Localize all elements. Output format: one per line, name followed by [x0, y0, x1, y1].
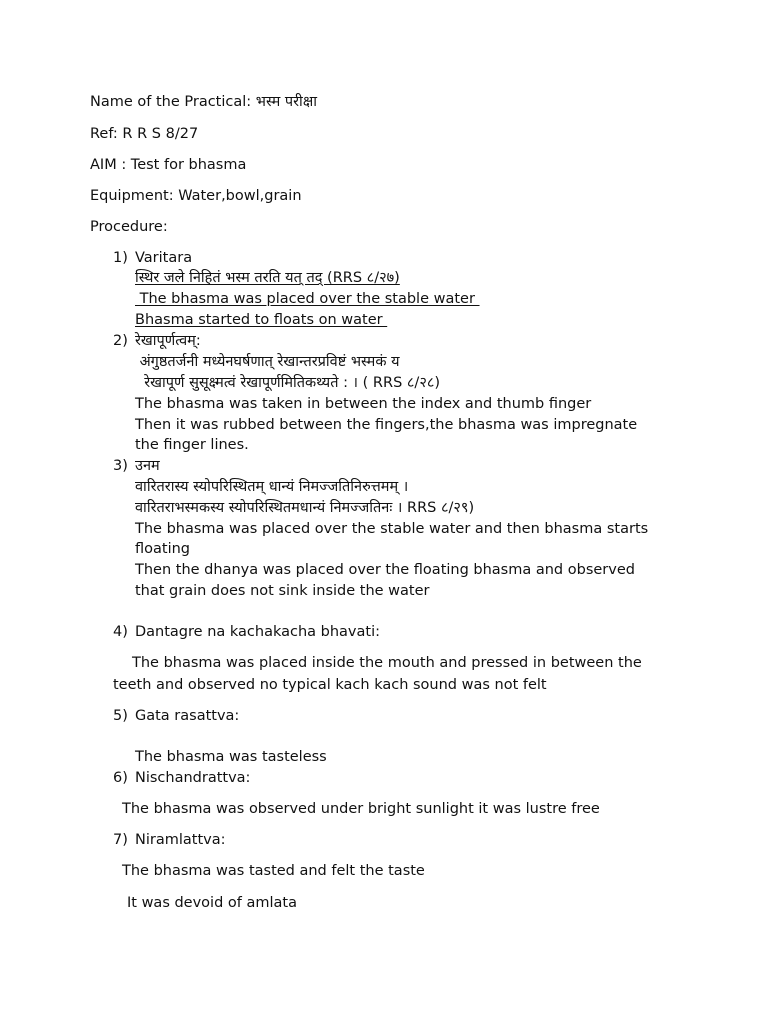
item-title: रेखापूर्णत्वम्:	[135, 333, 201, 349]
item-number: 6)	[113, 770, 128, 786]
item-line: Then it was rubbed between the fingers,the bhasma was impregnate	[135, 417, 638, 433]
item-line: रेखापूर्ण सुसूक्ष्मत्वं रेखापूर्णमितिकथ्यते : । ( RRS ८/२८)	[135, 375, 441, 391]
item-line: teeth and observed no typical kach kach sound was not felt	[113, 677, 547, 693]
item-line: The bhasma was tasteless	[135, 749, 327, 765]
item-number: 3)	[113, 458, 128, 474]
item-line: The bhasma was placed over the stable water and then bhasma starts	[135, 521, 649, 537]
item-number: 5)	[113, 708, 128, 724]
item-line: Then the dhanya was placed over the floating bhasma and observed	[135, 562, 635, 578]
item-line: स्थिर जले निहितं भस्म तरति यत् तद् (RRS ८/२७)	[135, 270, 400, 286]
item-number: 4)	[113, 624, 128, 640]
item-title: Nischandrattva:	[135, 770, 251, 786]
item-line: The bhasma was observed under bright sunlight it was lustre free	[122, 801, 600, 817]
item-line: that grain does not sink inside the water	[135, 583, 430, 599]
item-title: Gata rasattva:	[135, 708, 240, 724]
aim: AIM : Test for bhasma	[90, 157, 247, 173]
item-title: Varitara	[135, 250, 193, 266]
reference: Ref: R R S 8/27	[90, 126, 199, 142]
item-line: Bhasma started to floats on water	[135, 312, 388, 328]
item-title: उनम	[135, 458, 160, 474]
item-title: Niramlattva:	[135, 832, 226, 848]
equipment: Equipment: Water,bowl,grain	[90, 188, 302, 204]
item-line: The bhasma was placed over the stable water	[135, 291, 480, 307]
item-line: वारितराभस्मकस्य स्योपरिस्थितमधान्यं निमज्जतिनः । RRS ८/२९)	[135, 500, 475, 516]
item-line: वारितरास्य स्योपरिस्थितम् धान्यं निमज्जतिनिरुत्तमम् ।	[135, 479, 409, 495]
item-line: अंगुष्ठतर्जनी मध्येनघर्षणात् रेखान्तरप्रविष्टं भस्मकं य	[135, 354, 400, 370]
item-line: the finger lines.	[135, 437, 249, 453]
item-line: The bhasma was tasted and felt the taste	[122, 863, 425, 879]
item-line: The bhasma was placed inside the mouth and pressed in between the	[132, 655, 642, 671]
item-number: 1)	[113, 250, 128, 266]
item-line: floating	[135, 541, 190, 557]
item-line: The bhasma was taken in between the index and thumb finger	[135, 396, 592, 412]
procedure-label: Procedure:	[90, 219, 168, 235]
practical-name: Name of the Practical: भस्म परीक्षा	[90, 94, 317, 110]
item-line: It was devoid of amlata	[127, 895, 297, 911]
item-number: 2)	[113, 333, 128, 349]
item-title: Dantagre na kachakacha bhavati:	[135, 624, 380, 640]
item-number: 7)	[113, 832, 128, 848]
